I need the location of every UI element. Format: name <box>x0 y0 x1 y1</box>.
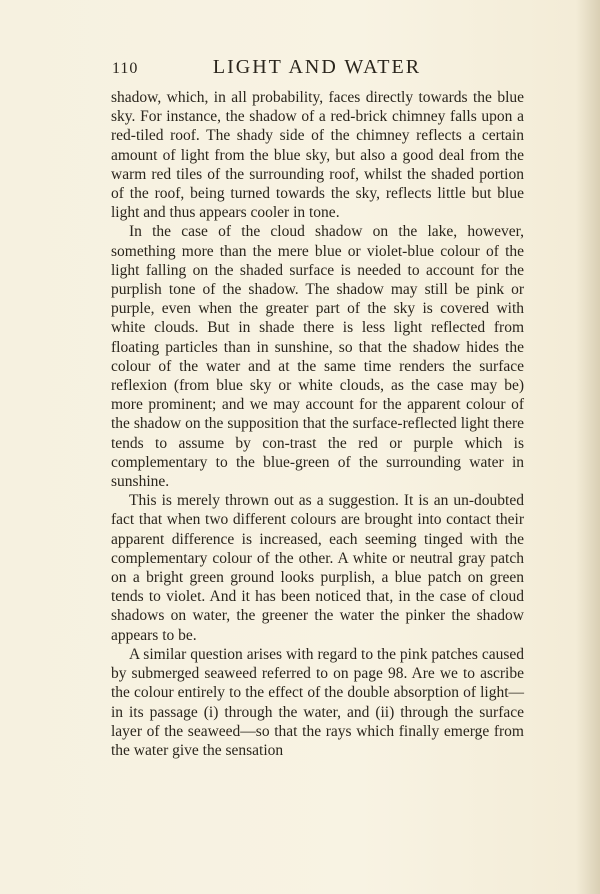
page-header <box>112 56 522 82</box>
page-number: 110 <box>112 60 139 77</box>
body-text <box>111 88 524 760</box>
paragraph: A similar question arises with regard to the pink patches caused by submerged seaweed referred to on page 98. Are we to ascribe the colour entirely to the effect of the double absorption of light—in its passage (i) through the water, and (ii) through the surface layer of the seaweed—so that the rays which finally emerge from the water give the sensation <box>111 645 524 759</box>
paragraph-continued: shadow, which, in all probability, faces directly towards the blue sky. For instance, the shadow of a red-brick chimney falls upon a red-tiled roof. The shady side of the chimney reflects a certain amount of light from the blue sky, but also a good deal from the warm red tiles of the surrounding roof, whilst the shaded portion of the roof, being turned towards the sky, reflects little but blue light and thus appears cooler in tone. <box>111 89 524 222</box>
running-head: LIGHT AND WATER <box>212 56 422 78</box>
paragraph: In the case of the cloud shadow on the lake, however, something more than the mere blue or violet-blue colour of the light falling on the shaded surface is needed to account for the purplish tone of the shadow. The shadow may still be pink or purple, even when the greater part of the sky is covered with white clouds. But in shade there is less light reflected from floating particles than in sunshine, so that the shadow hides the colour of the water and at the same time renders the surface reflexion (from blue sky or white clouds, as the case may be) more prominent; and we may account for the apparent colour of the shadow on the supposition that the surface-reflected light there tends to assume by con-trast the red or purple which is complementary to the blue-green of the surrounding water in sunshine. <box>111 223 524 491</box>
paragraph: This is merely thrown out as a suggestion. It is an un-doubted fact that when two different colours are brought into contact their apparent difference is increased, each seeming tinged with the complementary colour of the other. A white or neutral gray patch on a bright green ground looks purplish, a blue patch on green tends to violet. And it has been noticed that, in the case of cloud shadows on water, the greener the water the pinker the shadow appears to be. <box>111 492 524 644</box>
